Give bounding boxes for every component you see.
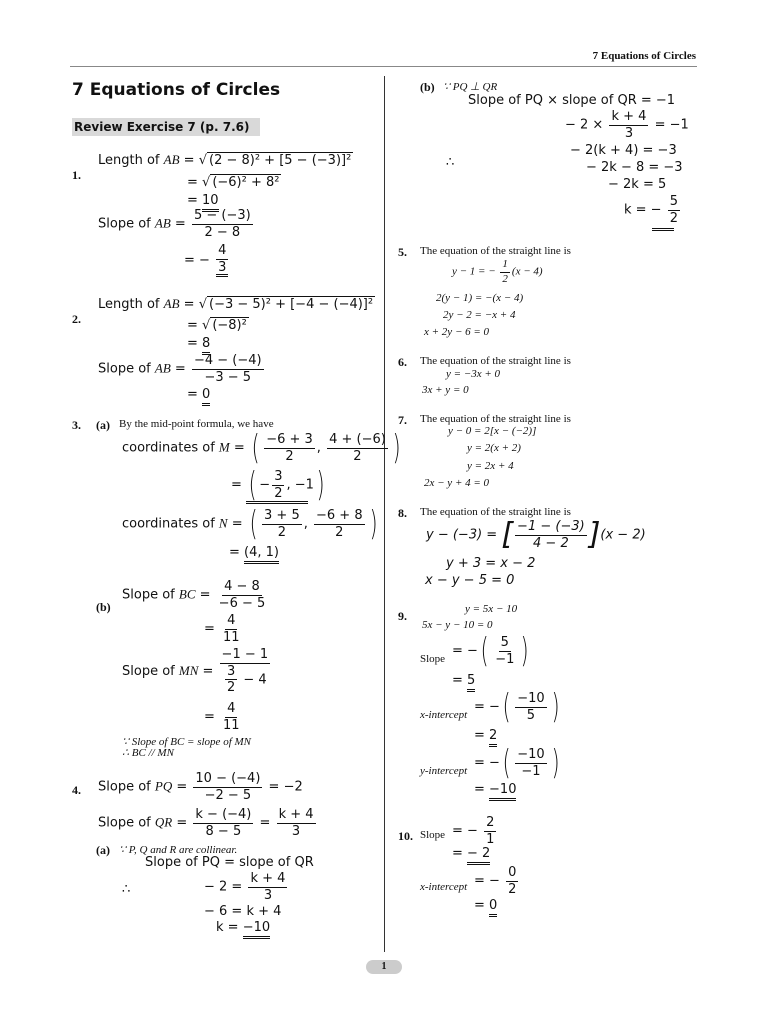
q7-line2: y = 2(x + 2) — [467, 442, 521, 454]
q3-therefore: ∴ BC // MN — [122, 747, 174, 759]
q3-coord-m-result: = ( − $\frac{3}{2}$ , −1) — [231, 464, 325, 505]
q5-intro: The equation of the straight line is — [420, 245, 571, 257]
q9-number: 9. — [398, 609, 407, 623]
q10-number: 10. — [398, 829, 413, 843]
q4b-since: ∵ PQ ⊥ QR — [443, 81, 498, 93]
q4b-equation: Slope of PQ × slope of QR = −1 — [468, 93, 676, 108]
section-subtitle: Review Exercise 7 (p. 7.6) — [72, 118, 260, 136]
q6-intro: The equation of the straight line is — [420, 355, 571, 367]
q4b-line3: − 2k − 8 = −3 — [586, 160, 683, 175]
q9-xint-result: = 2 — [474, 728, 497, 743]
q2-length-line2: = √ (−8)² — [187, 318, 247, 333]
q5-line1: y − 1 = − $\frac{1}{2}$ (x − 4) — [452, 258, 543, 285]
q5-line2: 2(y − 1) = −(x − 4) — [436, 292, 524, 304]
header-rule — [70, 66, 697, 67]
q4-slope-pq: Slope of PQ = $\frac{10 - (-4)}{-2 - 5}$ = −2 — [98, 771, 303, 803]
q4a-label: (a) — [96, 843, 110, 857]
q9-yint-expr: = −( $\frac{-10}{-1}$ ) — [474, 742, 560, 783]
q7-number: 7. — [398, 413, 407, 427]
q10-slope-label: Slope — [420, 829, 446, 841]
q1-slope: Slope of AB = $\frac{5 - (-3)}{2 - 8}$ — [98, 208, 251, 240]
q7-intro: The equation of the straight line is — [420, 413, 571, 425]
q10-xint-result: = 0 — [474, 898, 497, 913]
q7-line4: 2x − y + 4 = 0 — [424, 477, 490, 489]
q10-xint-expr: = − $\frac{0}{2}$ — [474, 865, 517, 897]
q6-number: 6. — [398, 355, 407, 369]
q6-line2: 3x + y = 0 — [422, 384, 469, 396]
q4b-line5: k = − $\frac{5}{2}$ — [624, 194, 678, 226]
q4-number: 4. — [72, 783, 81, 797]
q1-length-line2: = √ (−6)² + 8² — [187, 175, 280, 190]
q1-number: 1. — [72, 168, 81, 182]
q3-because: ∵ Slope of BC = slope of MN — [122, 736, 251, 748]
page-number: 1 — [366, 960, 402, 974]
q4b-underline — [652, 228, 674, 234]
q3b-label: (b) — [96, 600, 111, 614]
q2-slope: Slope of AB = $\frac{-4 - (-4)}{-3 - 5}$ — [98, 353, 262, 385]
q4b-therefore: ∴ — [446, 155, 455, 170]
q4b-line2: − 2(k + 4) = −3 — [570, 143, 677, 158]
q7-line1: y − 0 = 2[x − (−2)] — [448, 425, 537, 437]
q3-slope-bc: Slope of BC = $\frac{4 - 8}{-6 - 5}$ — [122, 579, 266, 611]
q4a-equation: Slope of PQ = slope of QR — [145, 855, 314, 870]
q9-slope-result: = 5 — [452, 673, 475, 688]
q8-line3: x − y − 5 = 0 — [425, 573, 515, 588]
q4b-label: (b) — [420, 80, 435, 94]
q3-slope-mn: Slope of MN = −1 − 1 $\frac{3}{2}$ − 4 — [122, 647, 269, 696]
q8-line1: y − (−3) = [ $\frac{-1 - (-3)}{4 - 2}$ ](x − 2) — [426, 517, 646, 553]
q6-line1: y = −3x + 0 — [446, 368, 501, 380]
q5-line4: x + 2y − 6 = 0 — [424, 326, 490, 338]
q1-length-line1: Length of AB = √ (2 − 8)² + [5 − (−3)]² — [98, 152, 352, 168]
q7-line3: y = 2x + 4 — [467, 460, 514, 472]
q3a-intro: By the mid-point formula, we have — [119, 418, 274, 430]
q1-length-result: = 10 — [187, 193, 219, 208]
q3-coord-m: coordinates of M = ( $\frac{-6 + 3}{2}$ , $\frac{4 + (-6)}{2}$ ) — [122, 427, 401, 468]
q4b-line1: − 2 × $\frac{k + 4}{3}$ = −1 — [565, 109, 689, 141]
q2-number: 2. — [72, 312, 81, 326]
q9-slope-label: Slope — [420, 653, 446, 665]
q4-slope-qr: Slope of QR = $\frac{k - (-4)}{8 - 5}$ = $\frac{k + 4}{3}$ — [98, 807, 314, 839]
q1-slope-result: = − $\frac{4}{3}$ — [184, 244, 230, 277]
chapter-header: 7 Equations of Circles — [592, 50, 696, 62]
q3-coord-n: coordinates of N = ( $\frac{3 + 5}{2}$ , $\frac{-6 + 8}{2}$ ) — [122, 503, 378, 544]
q9-line1: y = 5x − 10 — [465, 603, 518, 615]
q4b-line4: − 2k = 5 — [608, 177, 667, 192]
q8-number: 8. — [398, 506, 407, 520]
q4a-line2: − 6 = k + 4 — [204, 904, 282, 919]
q9-slope-expr: = −( $\frac{5}{-1}$ ) — [452, 630, 529, 671]
q4a-line3: k = −10 — [216, 920, 270, 935]
q4a-line1: − 2 = $\frac{k + 4}{3}$ — [204, 871, 286, 903]
q8-intro: The equation of the straight line is — [420, 506, 571, 518]
q9-yint-result: = −10 — [474, 782, 516, 797]
q10-slope-expr: = − $\frac{2}{1}$ — [452, 815, 495, 847]
q4a-since: ∵ P, Q and R are collinear. — [119, 844, 238, 856]
q9-xint-label: x-intercept — [420, 709, 468, 721]
q2-slope-result: = 0 — [187, 387, 210, 402]
q3-number: 3. — [72, 418, 81, 432]
q4a-therefore: ∴ — [122, 882, 131, 897]
q5-number: 5. — [398, 245, 407, 259]
q3a-label: (a) — [96, 418, 110, 432]
q10-slope-result: = − 2 — [452, 846, 490, 861]
q9-yint-label: y-intercept — [420, 765, 468, 777]
page-title: 7 Equations of Circles — [72, 80, 281, 100]
q2-length-result: = 8 — [187, 336, 210, 351]
q3-slope-bc-result: = $\frac{4}{11}$ — [204, 613, 240, 645]
q8-line2: y + 3 = x − 2 — [446, 556, 536, 571]
column-divider — [384, 76, 385, 952]
q9-line2: 5x − y − 10 = 0 — [422, 619, 493, 631]
q2-length-line1: Length of AB = √ (−3 − 5)² + [−4 − (−4)]² — [98, 296, 374, 312]
q5-line3: 2y − 2 = −x + 4 — [443, 309, 516, 321]
q9-xint-expr: = −( $\frac{-10}{5}$ ) — [474, 686, 560, 727]
q3-slope-mn-result: = $\frac{4}{11}$ — [204, 701, 240, 733]
q3-coord-n-result: = (4, 1) — [229, 545, 279, 560]
q10-xint-label: x-intercept — [420, 881, 468, 893]
